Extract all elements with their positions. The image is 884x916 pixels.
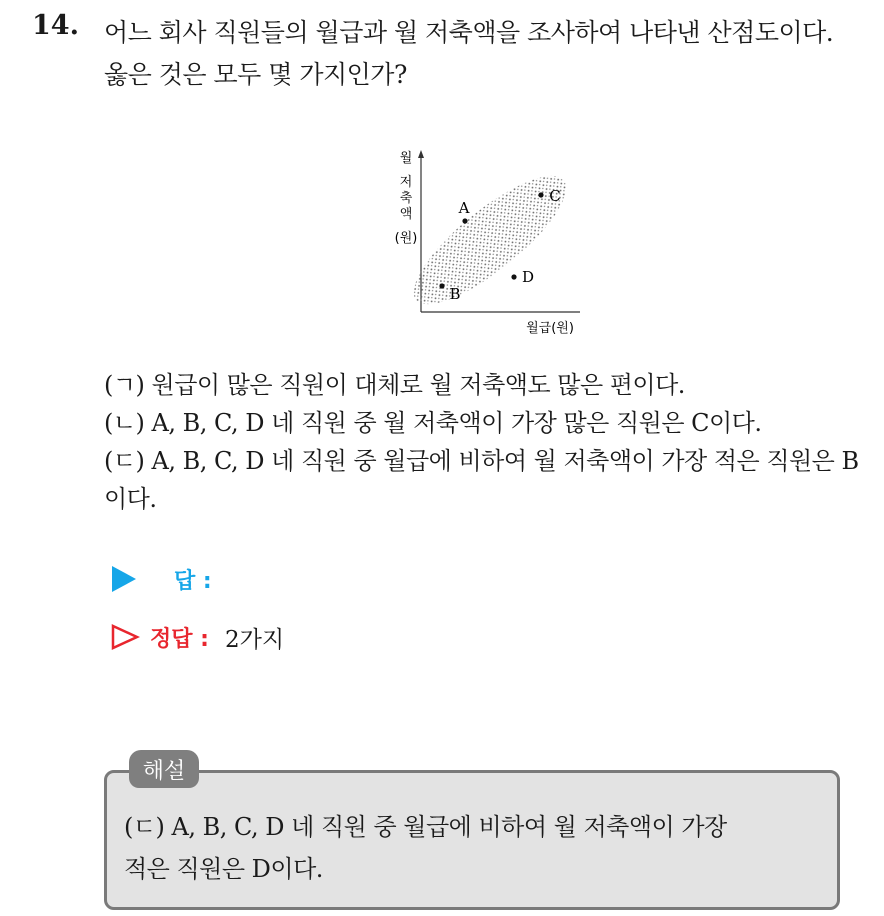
correct-answer-value: 2가지 — [224, 626, 285, 653]
y-label-2: 축 — [399, 191, 413, 206]
question-line-2: 옳은 것은 모두 몇 가지인가? — [104, 60, 407, 89]
explanation-text — [124, 806, 836, 890]
point-c-label: C — [549, 187, 561, 205]
explanation-tab: 해설 — [129, 750, 199, 788]
answer-row — [112, 562, 212, 596]
explanation-line-1: (ㄷ) A, B, C, D 네 직원 중 월급에 비하여 월 저축액이 가장 — [124, 813, 727, 841]
question-line-1: 어느 회사 직원들의 월급과 월 저축액을 조사하여 나타낸 산점도이다. — [104, 18, 834, 47]
scatter-plot — [380, 140, 600, 340]
point-d-label: D — [521, 268, 535, 286]
point-b-label: B — [449, 285, 461, 303]
y-label-3: 액 — [399, 207, 413, 222]
y-label-4: (원) — [394, 231, 418, 246]
point-d — [511, 274, 516, 279]
explanation-line-2: 적은 직원은 D이다. — [124, 855, 323, 883]
y-label-0: 월 — [399, 151, 413, 166]
y-label-1: 저 — [399, 175, 413, 190]
y-axis-arrow — [418, 150, 424, 158]
point-a-label: A — [458, 199, 470, 217]
point-b — [439, 283, 444, 288]
x-label: 월급(원) — [526, 321, 574, 336]
play-icon — [112, 566, 136, 592]
choice-1: (ㄱ) 원급이 많은 직원이 대체로 월 저축액도 많은 편이다. — [104, 371, 685, 399]
point-a — [462, 218, 467, 223]
choice-2: (ㄴ) A, B, C, D 네 직원 중 월 저축액이 가장 많은 직원은 C이다. — [104, 409, 762, 437]
point-cluster — [394, 157, 582, 323]
answer-label: 답 : — [174, 568, 212, 594]
correct-answer-row — [110, 619, 284, 655]
scatter-plot-svg — [380, 140, 600, 340]
outline-play-icon — [110, 623, 140, 651]
question-text — [104, 12, 874, 96]
point-c — [538, 192, 543, 197]
question-number: 14. — [32, 10, 79, 41]
correct-answer-label: 정답 : — [150, 626, 209, 652]
choice-3: (ㄷ) A, B, C, D 네 직원 중 월급에 비하여 월 저축액이 가장 적은 직원은 B이다. — [104, 447, 859, 513]
choices-list — [104, 366, 874, 518]
